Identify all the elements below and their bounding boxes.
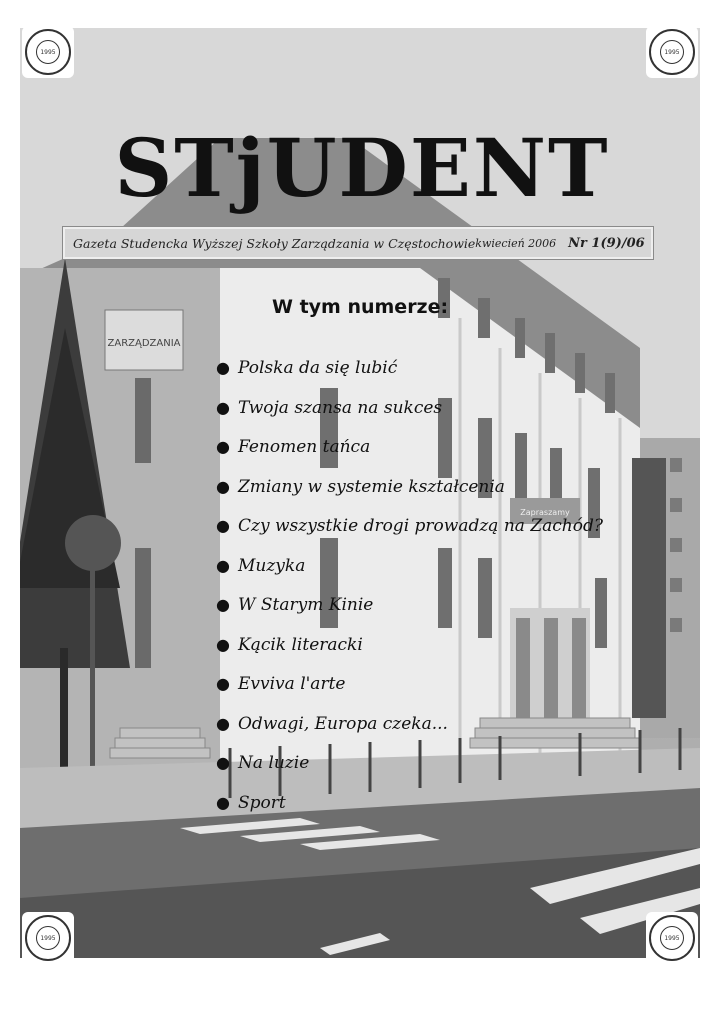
building-sign-text: ZARZĄDZANIA	[107, 338, 181, 349]
school-seal-logo	[646, 912, 698, 964]
head-silhouette-icon: ●	[216, 713, 230, 733]
contents-heading: W tym numerze:	[272, 296, 449, 318]
contents-list	[216, 356, 603, 830]
contents-item: ● Czy wszystkie drogi prowadzą na Zachód?	[216, 516, 603, 536]
seal-year: 1995	[36, 926, 60, 950]
contents-item: ● Sport	[216, 792, 286, 813]
head-silhouette-icon: ●	[216, 595, 230, 614]
head-silhouette-icon: ●	[216, 634, 230, 654]
entrance-sign-text: Zapraszamy	[520, 508, 570, 517]
school-seal-logo	[22, 26, 74, 78]
head-silhouette-icon: ●	[216, 476, 230, 496]
head-silhouette-icon: ●	[216, 753, 230, 772]
contents-item: ● Kącik literacki	[216, 634, 363, 655]
masthead-banner	[62, 226, 654, 260]
school-seal-logo	[646, 26, 698, 78]
head-silhouette-icon: ●	[216, 437, 230, 456]
contents-item: ● Muzyka	[216, 555, 306, 576]
seal-year: 1995	[660, 40, 684, 64]
seal-year: 1995	[36, 40, 60, 64]
head-silhouette-icon: ●	[216, 555, 230, 575]
issue-date: kwiecień 2006	[475, 236, 557, 250]
contents-item: ● Zmiany w systemie kształcenia	[216, 476, 505, 497]
head-silhouette-icon: ●	[216, 397, 230, 417]
magazine-title: STjUDENT	[114, 121, 610, 215]
issue-number: Nr 1(9)/06	[568, 235, 645, 251]
contents-item: ● Twoja szansa na sukces	[216, 397, 443, 418]
contents-item: ● W Starym Kinie	[216, 595, 374, 615]
school-seal-logo	[22, 912, 74, 964]
contents-item: ● Evviva l'arte	[216, 674, 346, 694]
seal-year: 1995	[660, 926, 684, 950]
contents-item: ● Polska da się lubić	[216, 358, 398, 378]
head-silhouette-icon: ●	[216, 792, 230, 812]
contents-item: ● Odwagi, Europa czeka...	[216, 713, 448, 734]
head-silhouette-icon: ●	[216, 674, 230, 693]
masthead-subtitle: Gazeta Studencka Wyższej Szkoły Zarządzania w Częstochowie	[73, 235, 476, 251]
head-silhouette-icon: ●	[216, 358, 230, 377]
contents-item: ● Fenomen tańca	[216, 437, 371, 457]
contents-item: ● Na luzie	[216, 753, 310, 773]
head-silhouette-icon: ●	[216, 516, 230, 535]
